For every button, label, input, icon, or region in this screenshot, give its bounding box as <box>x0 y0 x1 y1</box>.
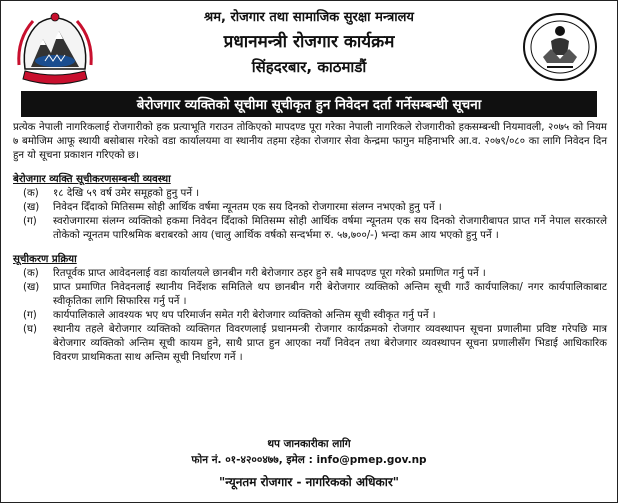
list-item <box>13 201 607 215</box>
list-item-text: प्राप्त प्रमाणित निवेदनलाई स्थानीय निर्देशक समितिले थप छानबीन गरी बेरोजगार व्यक्तिको अन्तिम सूची गाउँ कार्यपालिका/ नगर कार्यपालिकाबाट स्वीकृतिका लागि सिफारिस गर्नु पर्ने । <box>53 282 607 307</box>
email-label: इमेल : <box>286 454 313 466</box>
list-item-marker: (ख) <box>23 202 40 213</box>
notice-title-banner: बेरोजगार व्यक्तिको सूचीमा सूचीकृत हुन निवेदन दर्ता गर्नेसम्बन्धी सूचना <box>21 91 597 117</box>
list-item <box>13 323 607 365</box>
notice-body <box>13 121 607 365</box>
office-location: सिंहदरबार, काठमाडौं <box>251 58 367 76</box>
contact-heading: थप जानकारीका लागि <box>267 438 351 450</box>
list-item-marker: (ग) <box>23 216 37 227</box>
list-item-marker: (घ) <box>23 324 37 335</box>
list-item-text: रितपूर्वक प्राप्त आवेदनलाई वडा कार्यालयले छानबीन गरी बेरोजगार ठहर हुने सबै मापदण्ड पूरा गरेको प्रमाणित गर्नु पर्ने । <box>53 268 486 279</box>
pmep-logo-icon <box>521 11 599 83</box>
list-item-marker: (क) <box>23 268 39 279</box>
list-item <box>13 187 607 201</box>
list-item <box>13 281 607 309</box>
section-process-title: सूचीकरण प्रक्रिया <box>13 254 77 265</box>
program-name: प्रधानमन्त्री रोजगार कार्यक्रम <box>223 32 395 52</box>
section-eligibility-title: बेरोजगार व्यक्ति सूचीकरणसम्बन्धी व्यवस्था <box>13 174 171 185</box>
list-item <box>13 309 607 323</box>
list-item-text: कार्यपालिकाले आवश्यक भए थप परिमार्जन समेत गरी बेरोजगार व्यक्तिको अन्तिम सूची स्वीकृत गर्नु पर्ने । <box>53 310 436 321</box>
slogan: "न्यूनतम रोजगार - नागरिकको अधिकार" <box>218 475 400 489</box>
list-item-marker: (ख) <box>23 282 40 293</box>
phone-label: फोन नं. <box>191 454 222 466</box>
ministry-name: श्रम, रोजगार तथा सामाजिक सुरक्षा मन्त्रालय <box>204 10 414 25</box>
list-item-marker: (ग) <box>23 310 37 321</box>
list-item-text: १८ देखि ५९ वर्ष उमेर समूहको हुनु पर्ने । <box>53 188 200 199</box>
intro-paragraph: प्रत्येक नेपाली नागरिकलाई रोजगारीको हक प्रत्याभूति गराउन तोकिएको मापदण्ड पूरा गरेका नेपाली नागरिकले रोजगारीको हकसम्बन्धी नियमावली, २०७५ को नियम ७ बमोजिम आफू स्थायी बसोबास गरेको वडा कार्यालयमा वा स्थानीय तहमा रहेका रोजगार सेवा केन्द्रमा फागुन महिनाभरि आ.व. २०७९/०८० का लागि निवेदन दिन हुन यो सूचना प्रकाशन गरिएको छ। <box>13 122 607 161</box>
list-item-text: स्थानीय तहले बेरोजगार व्यक्तिको व्यक्तिगत विवरणलाई प्रधानमन्त्री रोजगार कार्यक्रमको रोजगार व्यवस्थापन सूचना प्रणालीमा प्रविष्ट गरेपछि मात्र बेरोजगार व्यक्तिको अन्तिम सूची कायम हुने, साथै प्राप्त हुन आएका नयाँ निवेदन तथा बेरोजगार व्यवस्थापन सूचना प्रणालीसँग भिडाई आधिकारिक विवरण प्राथमिकता साथ अन्तिम सूची निर्धारण गर्ने । <box>53 324 607 363</box>
list-item <box>13 267 607 281</box>
contact-line <box>1 453 617 467</box>
list-item-text: निवेदन दिँदाको मितिसम्म सोही आर्थिक वर्षमा न्यूनतम एक सय दिनको रोजगारमा संलग्न नभएको हुनु पर्ने । <box>53 202 442 213</box>
phone-number: ०१-४२००४७७, <box>225 454 283 466</box>
email-address: info@pmep.gov.np <box>316 454 427 466</box>
list-item <box>13 215 607 243</box>
list-item-marker: (क) <box>23 188 39 199</box>
list-item-text: स्वरोजगारमा संलग्न व्यक्तिको हकमा निवेदन दिँदाको मितिसम्म सोही आर्थिक वर्षमा न्यूनतम एक सय दिनको रोजगारीबापत प्राप्त गर्ने नेपाल सरकारले तोकेको न्यूनतम पारिश्रमिक बराबरको आय (चालु आर्थिक वर्षको सन्दर्भमा रु. ५७,७००/-) भन्दा कम आय भएको हुनु पर्ने । <box>53 216 607 241</box>
notice-header <box>1 1 617 93</box>
